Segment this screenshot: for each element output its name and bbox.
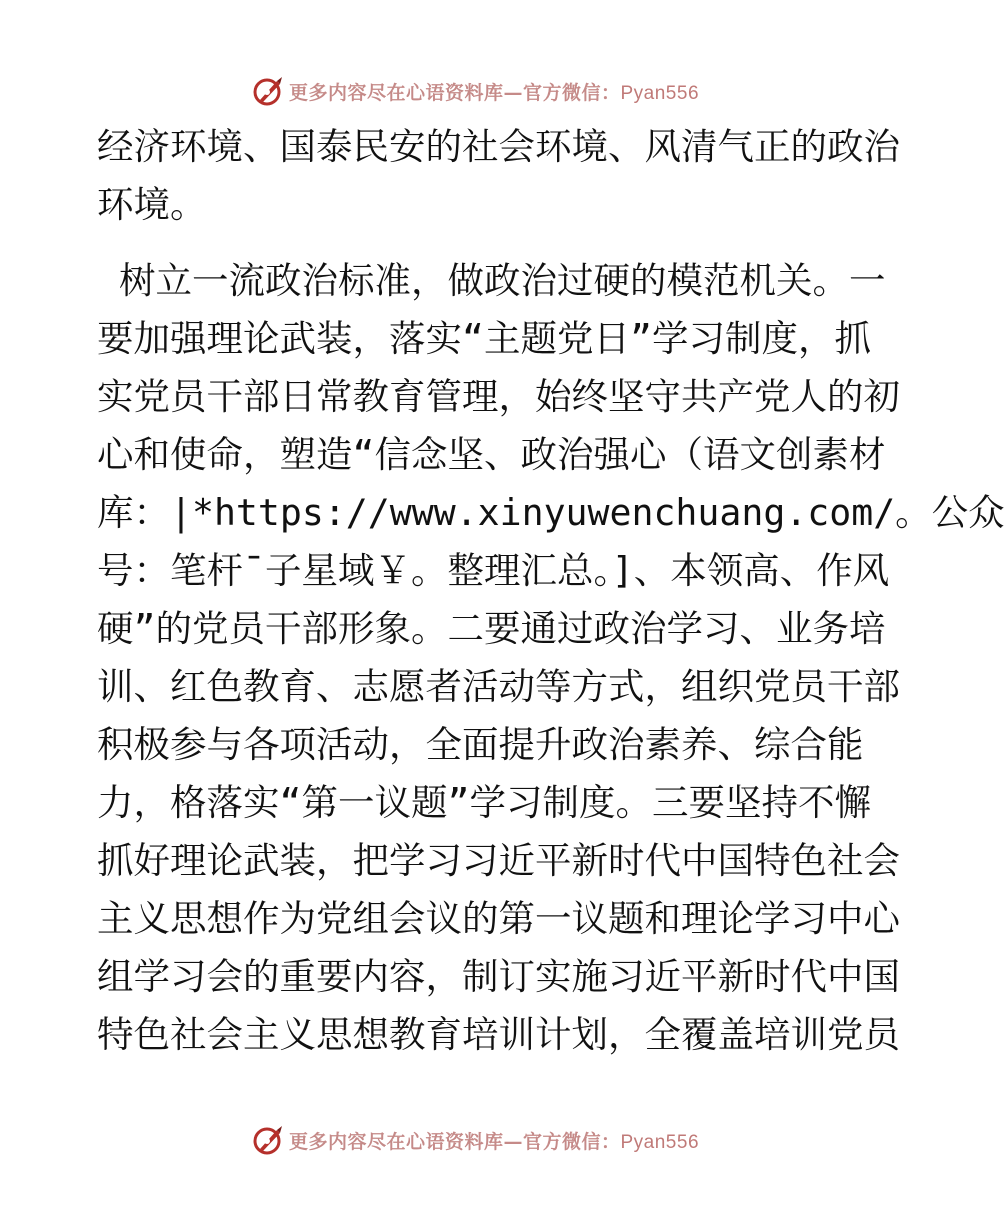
quill-logo-icon bbox=[251, 74, 285, 108]
footer-watermark bbox=[0, 1123, 950, 1157]
paragraph-2 bbox=[97, 252, 1005, 1064]
text-line: 环境。 bbox=[97, 183, 207, 226]
text-line: 抓好理论武装，把学习习近平新时代中国特色社会 bbox=[97, 839, 900, 882]
text-line: 号：笔杆¯子星域￥。整理汇总。]、本领高、作风 bbox=[97, 549, 890, 592]
text-line: 库：|*https://www.xinyuwenchuang.com/。公众 bbox=[97, 491, 1005, 534]
text-line: 力，格落实“第一议题”学习制度。三要坚持不懈 bbox=[97, 781, 871, 824]
header-watermark bbox=[0, 74, 950, 108]
text-line: 训、红色教育、志愿者活动等方式，组织党员干部 bbox=[97, 665, 900, 708]
text-line: 经济环境、国泰民安的社会环境、风清气正的政治 bbox=[97, 125, 900, 168]
text-line: 硬”的党员干部形象。二要通过政治学习、业务培 bbox=[97, 607, 886, 650]
paragraph-1 bbox=[97, 118, 900, 234]
quill-logo-icon bbox=[251, 1123, 285, 1157]
text-line: 心和使命，塑造“信念坚、政治强心（语文创素材 bbox=[97, 433, 886, 476]
text-line: 组学习会的重要内容，制订实施习近平新时代中国 bbox=[97, 955, 900, 998]
text-line: 树立一流政治标准，做政治过硬的模范机关。一 bbox=[97, 259, 886, 302]
watermark-text: 更多内容尽在心语资料库—官方微信：Pyan556 bbox=[288, 1130, 700, 1153]
text-line: 实党员干部日常教育管理，始终坚守共产党人的初 bbox=[97, 375, 900, 418]
text-line: 主义思想作为党组会议的第一议题和理论学习中心 bbox=[97, 897, 900, 940]
watermark-text: 更多内容尽在心语资料库—官方微信：Pyan556 bbox=[288, 81, 700, 104]
text-line: 要加强理论武装，落实“主题党日”学习制度，抓 bbox=[97, 317, 871, 360]
text-line: 特色社会主义思想教育培训计划，全覆盖培训党员 bbox=[97, 1013, 900, 1056]
text-line: 积极参与各项活动，全面提升政治素养、综合能 bbox=[97, 723, 864, 766]
